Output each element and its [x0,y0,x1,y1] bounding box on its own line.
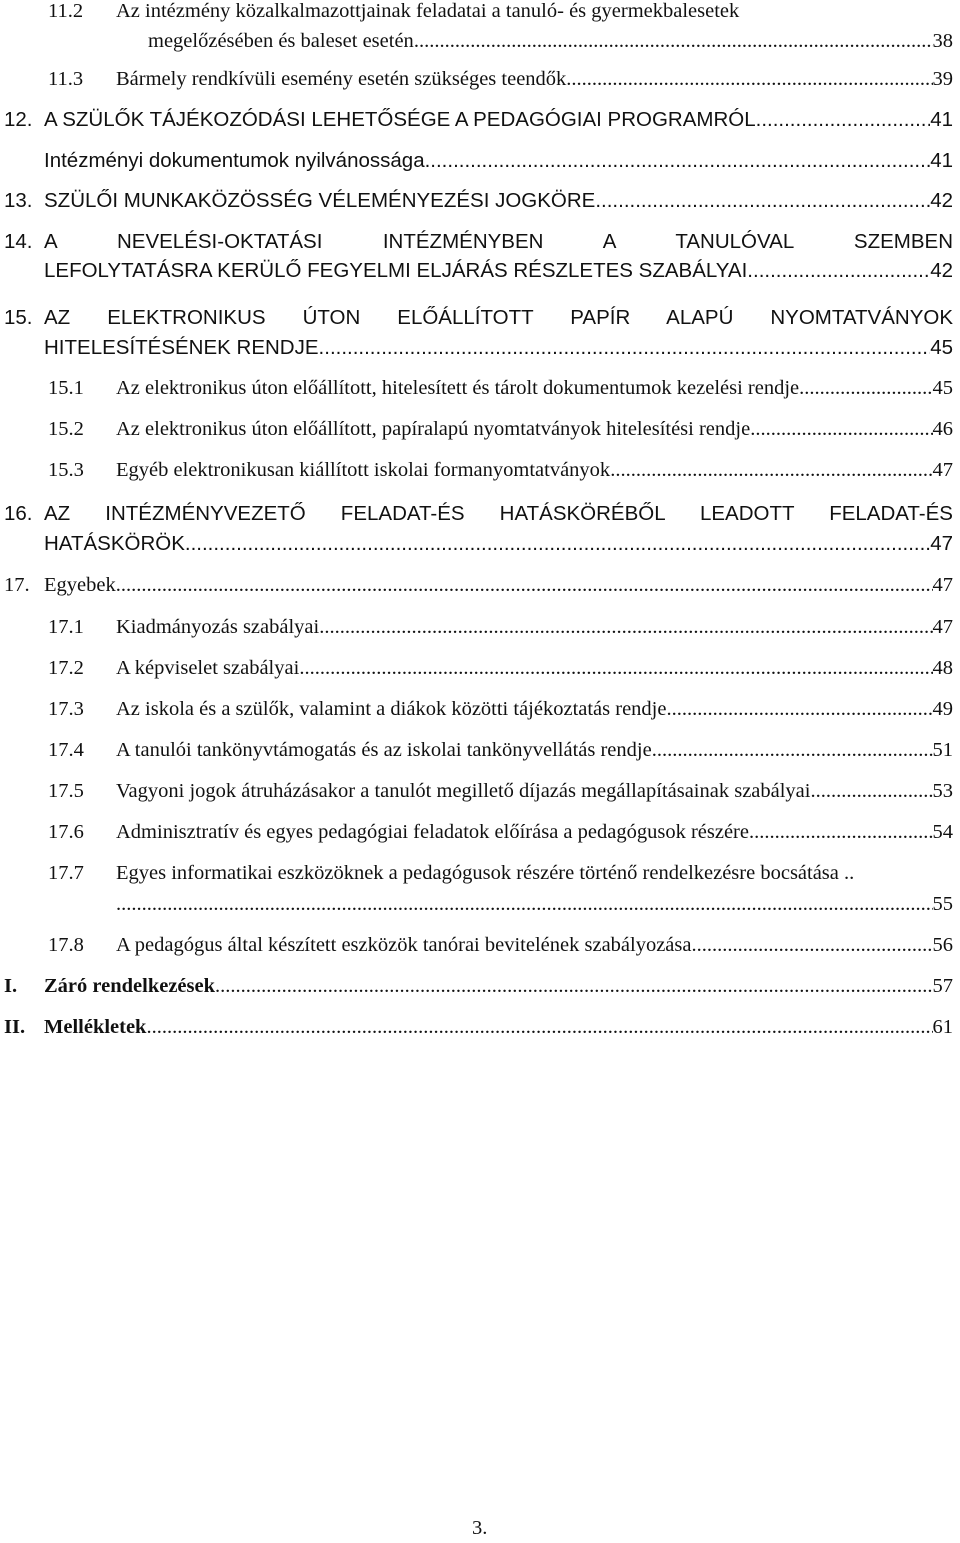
toc-page: 46 [932,418,953,440]
toc-entry-17-7-cont[interactable] [116,890,953,918]
leader-dots [116,890,933,918]
leader-dots [215,972,933,1000]
toc-title: SZÜLŐI MUNKAKÖZÖSSÉG VÉLEMÉNYEZÉSI JOGKÖRE [44,189,596,212]
toc-number: 17.1 [48,616,84,638]
toc-entry-16[interactable] [4,500,953,528]
toc-title-line1: AZ INTÉZMÉNYVEZETŐ FELADAT-ÉS HATÁSKÖRÉBŐL LEADOTT FELADAT-ÉS [44,502,953,525]
toc-number: 11.3 [48,68,84,90]
toc-entry-15-2[interactable] [48,415,953,443]
toc-page: 45 [932,377,953,399]
toc-number: 15.3 [48,459,84,481]
toc-title: Vagyoni jogok átruházásakor a tanulót megillető díjazás megállapításainak szabályai [116,780,811,802]
toc-entry-13[interactable] [4,187,953,215]
toc-entry-17-7[interactable] [48,859,953,887]
toc-number: 17.7 [48,862,84,884]
toc-title: HITELESÍTÉSÉNEK RENDJE [44,336,319,359]
leader-dots [319,334,931,362]
toc-title-line1: A NEVELÉSI-OKTATÁSI INTÉZMÉNYBEN A TANULÓVAL SZEMBEN [44,230,953,253]
toc-title: Záró rendelkezések [44,975,215,997]
toc-entry-15[interactable] [4,304,953,332]
leader-dots [810,777,932,805]
toc-page: 41 [930,149,953,172]
toc-entry-17-3[interactable] [48,695,953,723]
page-number: 3. [472,1517,488,1539]
toc-page: 47 [932,459,953,481]
toc-title: Az elektronikus úton előállított, papíralapú nyomtatványok hitelesítési rendje [116,418,751,440]
toc-entry-17-5[interactable] [48,777,953,805]
toc-title: Az iskola és a szülők, valamint a diákok közötti tájékoztatás rendje [116,698,667,720]
toc-number: 17.5 [48,780,84,802]
toc-page: 38 [932,30,953,52]
toc-title-line1: AZ ELEKTRONIKUS ÚTON ELŐÁLLÍTOTT PAPÍR ALAPÚ NYOMTATVÁNYOK [44,306,953,329]
toc-entry-I[interactable] [4,972,953,1000]
toc-entry-17-2[interactable] [48,654,953,682]
toc-page: 39 [932,68,953,90]
toc-page: 48 [932,657,953,679]
leader-dots [185,530,930,558]
toc-title: Kiadmányozás szabályai [116,616,320,638]
toc-page: 45 [930,336,953,359]
toc-number: 15.1 [48,377,84,399]
leader-dots [414,27,933,55]
toc-number: 14. [4,230,33,253]
toc-number: 16. [4,502,33,525]
toc-entry-12[interactable] [4,106,953,134]
toc-entry-17[interactable] [4,571,953,599]
leader-dots [691,931,932,959]
toc-title: A pedagógus által készített eszközök tanórai bevitelének szabályozása [116,934,692,956]
toc-entry-15-cont[interactable] [44,334,953,362]
toc-entry-17-6[interactable] [48,818,953,846]
toc-title: Adminisztratív és egyes pedagógiai feladatok előírása a pedagógusok részére [116,821,749,843]
toc-page: 51 [932,739,953,761]
leader-dots [749,818,933,846]
leader-dots [610,456,932,484]
toc-entry-17-8[interactable] [48,931,953,959]
toc-page: 55 [932,893,953,915]
toc-page: 53 [932,780,953,802]
toc-title: HATÁSKÖRÖK [44,532,185,555]
toc-title: Mellékletek [44,1016,147,1038]
toc-entry-15-1[interactable] [48,374,953,402]
toc-number: 17.2 [48,657,84,679]
leader-dots [319,613,932,641]
leader-dots [799,374,932,402]
toc-number: I. [4,975,18,997]
toc-entry-17-4[interactable] [48,736,953,764]
toc-entry-16-cont[interactable] [44,530,953,558]
toc-title: Intézményi dokumentumok nyilvánossága [44,149,425,172]
toc-number: 15.2 [48,418,84,440]
toc-page: 47 [932,574,953,596]
leader-dots [116,571,933,599]
toc-page: 42 [930,189,953,212]
toc-entry-intezmenyi[interactable] [44,147,953,175]
leader-dots [425,147,931,175]
leader-dots [750,415,932,443]
leader-dots [666,695,932,723]
leader-dots [299,654,932,682]
toc-title: A tanulói tankönyvtámogatás és az iskolai tankönyvellátás rendje [116,739,652,761]
toc-title: A képviselet szabályai [116,657,300,679]
leader-dots [146,1013,932,1041]
leader-dots [595,187,930,215]
toc-entry-11-3[interactable] [48,65,953,93]
toc-number: 17. [4,574,30,596]
toc-page: 56 [932,934,953,956]
toc-page: 61 [932,1016,953,1038]
toc-title-line1: Az intézmény közalkalmazottjainak feladatai a tanuló- és gyermekbalesetek [116,0,740,22]
toc-number: 17.6 [48,821,84,843]
toc-page: 47 [930,532,953,555]
toc-entry-15-3[interactable] [48,456,953,484]
toc-title: Bármely rendkívüli esemény esetén szükséges teendők [116,68,567,90]
toc-number: 17.8 [48,934,84,956]
toc-number: 15. [4,306,33,329]
toc-page: 54 [932,821,953,843]
toc-page: 47 [932,616,953,638]
toc-number: 11.2 [48,0,84,22]
toc-title-line1: Egyes informatikai eszközöknek a pedagógusok részére történő rendelkezésre bocsátása .. [116,862,855,884]
toc-title: megelőzésében és baleset esetén [148,30,414,52]
toc-title: LEFOLYTATÁSRA KERÜLŐ FEGYELMI ELJÁRÁS RÉSZLETES SZABÁLYAI [44,259,748,282]
toc-entry-11-2[interactable] [48,0,953,25]
toc-page: 49 [932,698,953,720]
leader-dots [652,736,933,764]
toc-entry-14[interactable] [4,228,953,256]
leader-dots [747,257,930,285]
toc-title: Egyéb elektronikusan kiállított iskolai formanyomtatványok [116,459,611,481]
toc-entry-11-2-cont[interactable] [148,27,953,55]
leader-dots [566,65,932,93]
toc-number: 17.4 [48,739,84,761]
toc-number: II. [4,1016,26,1038]
toc-entry-17-1[interactable] [48,613,953,641]
toc-number: 13. [4,189,33,212]
toc-title: Egyebek [44,574,116,596]
toc-number: 17.3 [48,698,84,720]
toc-title: A SZÜLŐK TÁJÉKOZÓDÁSI LEHETŐSÉGE A PEDAGÓGIAI PROGRAMRÓL [44,108,756,131]
toc-number: 12. [4,108,33,131]
toc-entry-II[interactable] [4,1013,953,1041]
toc-page: 41 [930,108,953,131]
toc-title: Az elektronikus úton előállított, hitelesített és tárolt dokumentumok kezelési rendje [116,377,800,399]
toc-page: 42 [930,259,953,282]
toc-page: 57 [932,975,953,997]
toc-entry-14-cont[interactable] [44,257,953,285]
leader-dots [756,106,931,134]
